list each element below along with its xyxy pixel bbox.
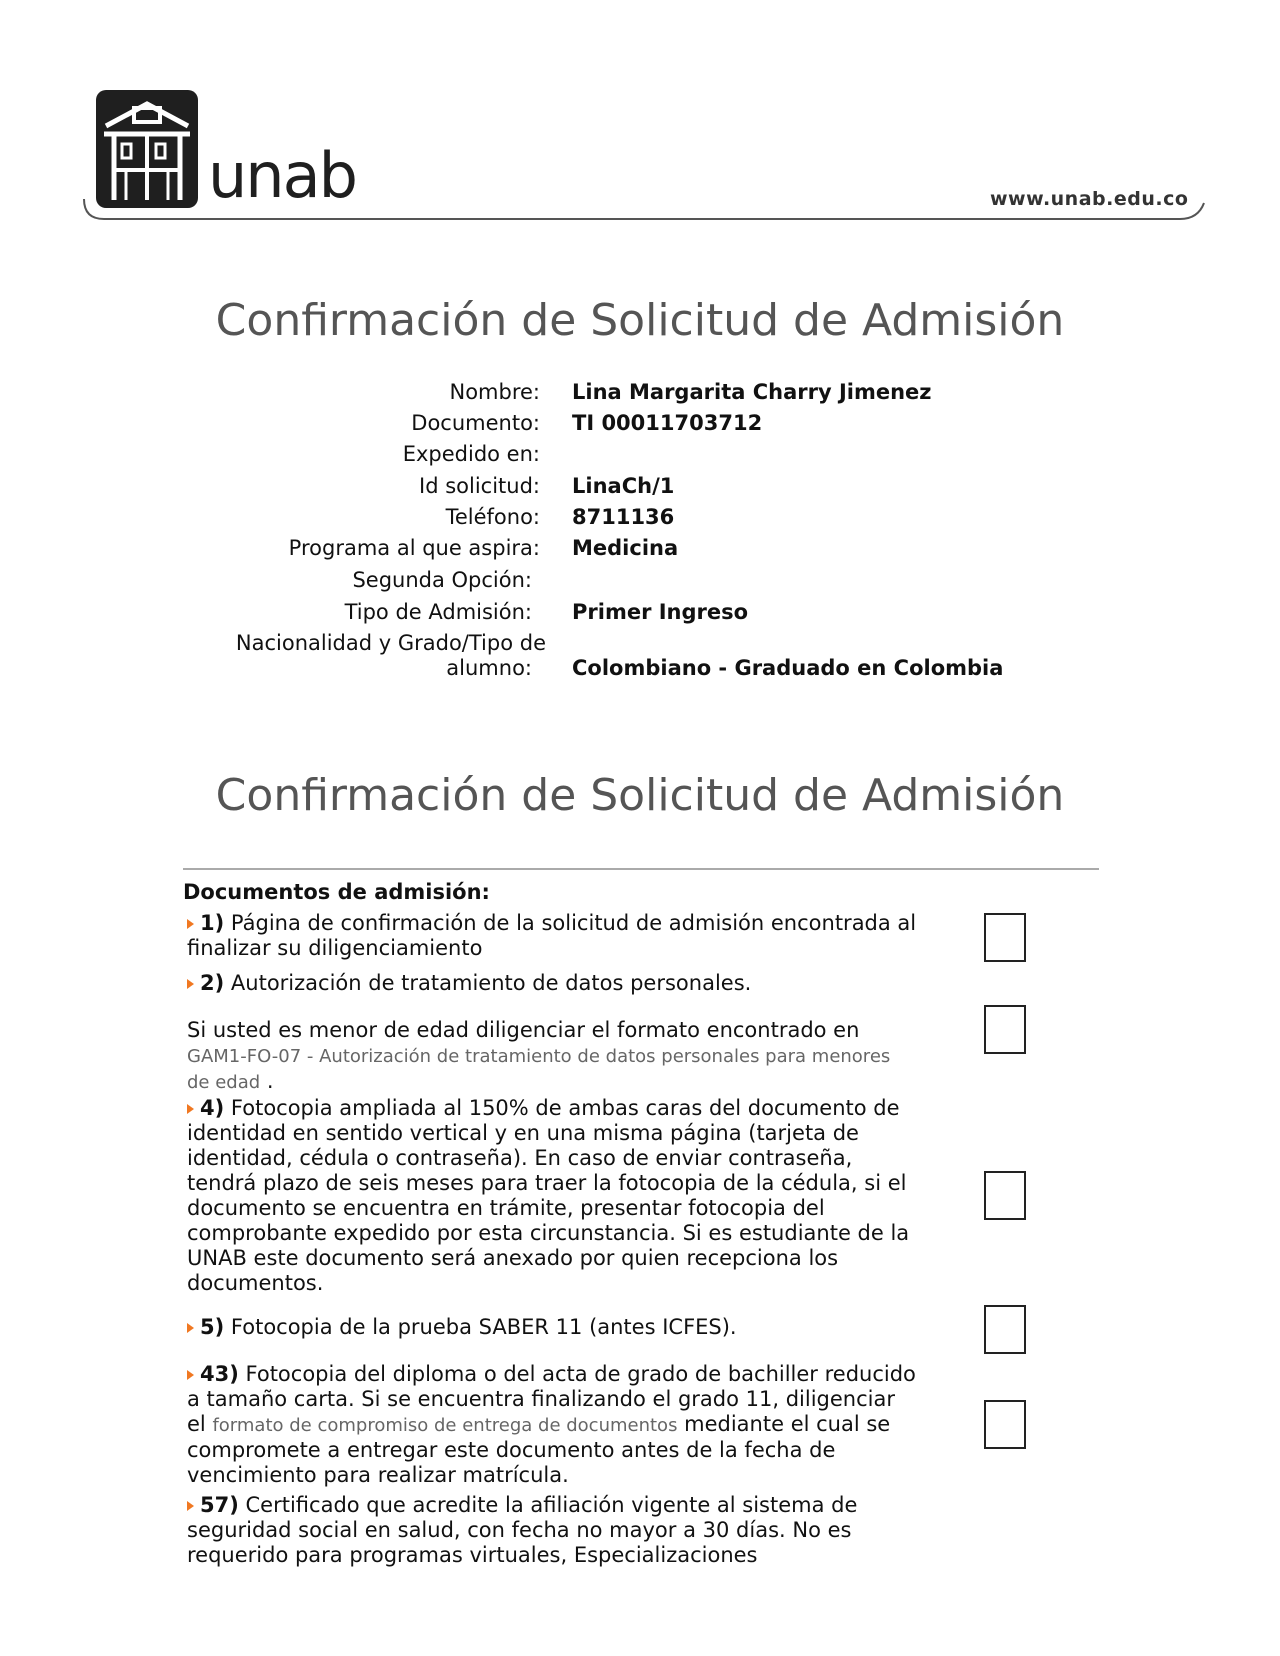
- document-checkbox[interactable]: [984, 1400, 1026, 1449]
- arrow-bullet-icon: [187, 979, 194, 989]
- document-item: [187, 971, 917, 996]
- info-value: Medicina: [572, 536, 679, 560]
- document-note: [187, 1018, 917, 1095]
- authorization-form-link[interactable]: GAM1-FO-07 - Autorización de tratamiento de datos personales para menores de edad: [187, 1046, 891, 1093]
- document-checkbox[interactable]: [984, 1305, 1026, 1354]
- info-value: TI 00011703712: [572, 411, 763, 435]
- arrow-bullet-icon: [187, 1501, 194, 1511]
- arrow-bullet-icon: [187, 919, 194, 929]
- item-text: Certificado que acredite la afiliación vigente al sistema de seguridad social en salud, con fecha no mayor a 30 días. No es requerido para programas virtuales, Especializaciones: [187, 1493, 858, 1567]
- note-text: Si usted es menor de edad diligenciar el formato encontrado en: [187, 1018, 860, 1042]
- item-text: Fotocopia de la prueba SABER 11 (antes ICFES).: [230, 1315, 737, 1339]
- info-value: 8711136: [572, 505, 675, 529]
- item-number: 43): [200, 1362, 239, 1386]
- info-label: Tipo de Admisión:: [344, 600, 532, 624]
- arrow-bullet-icon: [187, 1323, 194, 1333]
- item-number: 5): [200, 1315, 225, 1339]
- documents-heading: Documentos de admisión:: [183, 880, 490, 904]
- info-row-nacionalidad: [0, 631, 1280, 687]
- info-value: LinaCh/1: [572, 474, 675, 498]
- commitment-form-link[interactable]: formato de compromiso de entrega de documentos: [212, 1415, 678, 1436]
- item-text: Página de confirmación de la solicitud de admisión encontrada al finalizar su diligenciamiento: [187, 911, 917, 960]
- info-label: Nombre:: [449, 380, 540, 404]
- item-number: 1): [200, 911, 225, 935]
- brand-wordmark: unab: [208, 139, 356, 212]
- document-item: [187, 1315, 917, 1340]
- unab-logo: [96, 90, 198, 208]
- info-label: Expedido en:: [402, 442, 540, 466]
- document-item: [187, 1493, 917, 1568]
- document-checkbox[interactable]: [984, 1171, 1026, 1220]
- document-item: [187, 911, 917, 961]
- info-label: Segunda Opción:: [352, 568, 532, 592]
- info-value: Lina Margarita Charry Jimenez: [572, 380, 932, 404]
- document-item: [187, 1362, 917, 1488]
- note-end: .: [266, 1069, 274, 1093]
- item-number: 57): [200, 1493, 239, 1517]
- arrow-bullet-icon: [187, 1370, 194, 1380]
- section-divider: [183, 868, 1099, 870]
- item-text: Fotocopia ampliada al 150% de ambas caras del documento de identidad en sentido vertical y en una misma página (tarjeta de identidad, cédula o contraseña). En caso de enviar contraseña, tendrá plazo de seis meses para traer la fotocopia de la cédula, si el documento se encuentra en trámite, presentar fotocopia del comprobante expedido por esta circunstancia. Si es estudiante de la UNAB este documento será anexado por quien recepciona los documentos.: [187, 1096, 910, 1295]
- item-text-end: mediante el cual se compromete a entregar este documento antes de la fecha de vencimiento para realizar matrícula.: [187, 1412, 891, 1487]
- info-label: Nacionalidad y Grado/Tipo de: [235, 631, 546, 655]
- info-value: Primer Ingreso: [572, 600, 749, 624]
- info-label: Documento:: [411, 411, 540, 435]
- info-label: Teléfono:: [445, 505, 540, 529]
- document-checkbox[interactable]: [984, 913, 1026, 962]
- item-text: Fotocopia del diploma o del acta de grado de bachiller reducido a tamaño carta. Si se encuentra finalizando el grado 11, diligenciar el: [187, 1362, 916, 1436]
- info-value: Colombiano - Graduado en Colombia: [572, 656, 1004, 680]
- info-label: alumno:: [446, 656, 532, 680]
- document-item: [187, 1096, 917, 1296]
- arrow-bullet-icon: [187, 1104, 194, 1114]
- item-text: Autorización de tratamiento de datos personales.: [230, 971, 752, 995]
- website-url[interactable]: www.unab.edu.co: [990, 188, 1189, 210]
- info-label: Programa al que aspira:: [288, 536, 540, 560]
- document-checkbox[interactable]: [984, 1005, 1026, 1054]
- building-logo-icon: [96, 90, 198, 208]
- item-number: 2): [200, 971, 225, 995]
- section-title: Confirmación de Solicitud de Admisión: [215, 770, 1065, 821]
- page-title: Confirmación de Solicitud de Admisión: [215, 295, 1065, 346]
- info-label: Id solicitud:: [419, 474, 540, 498]
- item-number: 4): [200, 1096, 225, 1120]
